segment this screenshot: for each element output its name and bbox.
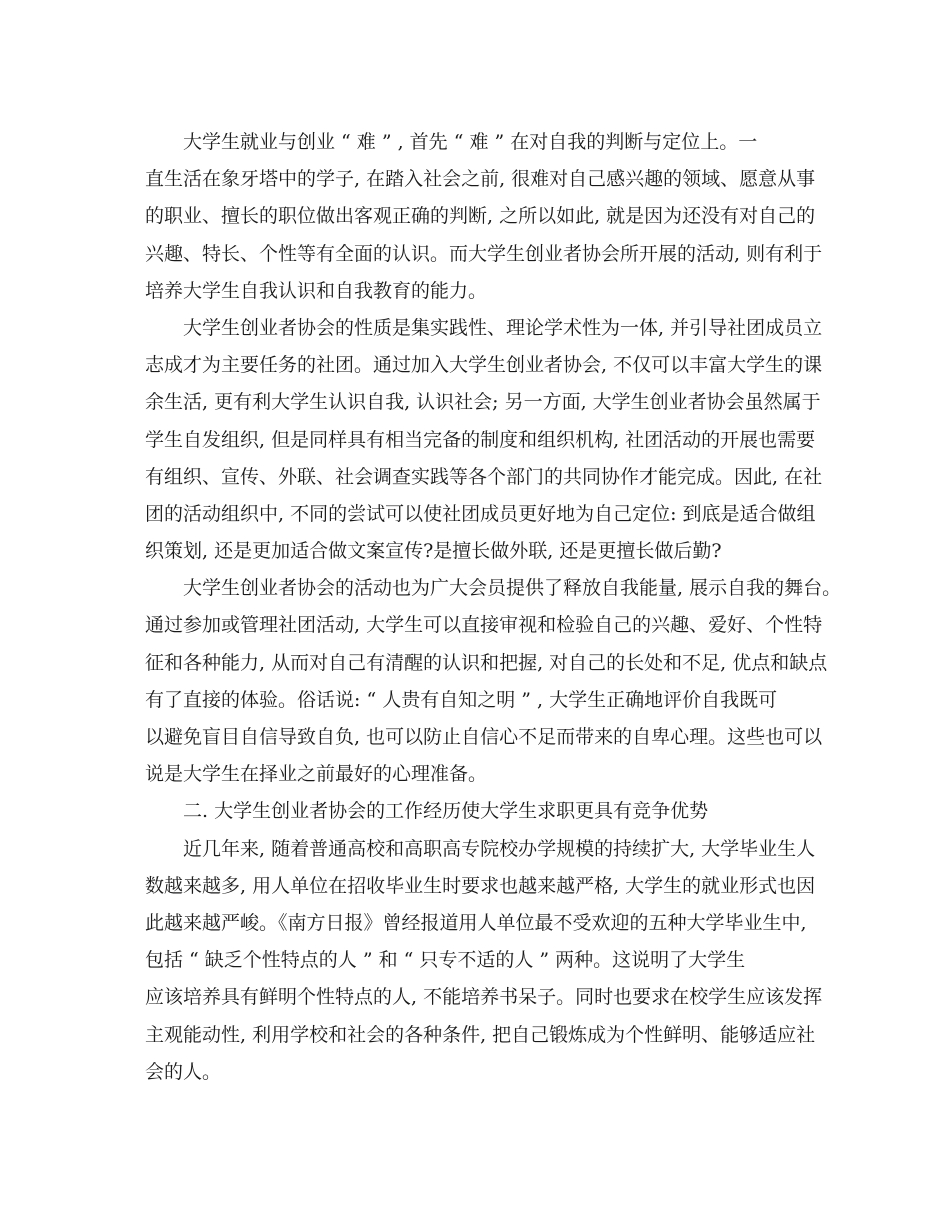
text-line: 近几年来, 随着普通高校和高职高专院校办学规模的持续扩大, 大学毕业生人 xyxy=(145,837,816,860)
text-line: 余生活, 更有利大学生认识自我, 认识社会; 另一方面, 大学生创业者协会虽然属于 xyxy=(145,391,821,414)
text-line: 以避免盲目自信导致自负, 也可以防止自信心不足而带来的自卑心理。这些也可以 xyxy=(145,726,823,748)
document-body xyxy=(145,124,842,1091)
text-line: 说是大学生在择业之前最好的心理准备。 xyxy=(145,763,488,786)
text-line: 团的活动组织中, 不同的尝试可以使社团成员更好地为自己定位: 到底是适合做组 xyxy=(145,502,816,525)
text-line: 大学生就业与创业 “ 难 ” , 首先 “ 难 ” 在对自我的判断与定位上。一 xyxy=(145,131,758,153)
text-line: 织策划, 还是更加适合做文案宣传?是擅长做外联, 还是更擅长做后勤? xyxy=(145,540,722,563)
text-line: 有了直接的体验。俗话说: “ 人贵有自知之明 ” , 大学生正确地评价自我既可 xyxy=(145,688,778,711)
text-line: 大学生创业者协会的性质是集实践性、理论学术性为一体, 并引导社团成员立 xyxy=(145,316,823,339)
text-line: 数越来越多, 用人单位在招收毕业生时要求也越来越严格, 大学生的就业形式也因 xyxy=(145,874,816,897)
text-line: 兴趣、特长、个性等有全面的认识。而大学生创业者协会所开展的活动, 则有利于 xyxy=(145,242,823,265)
text-line: 应该培养具有鲜明个性特点的人, 不能培养书呆子。同时也要求在校学生应该发挥 xyxy=(145,986,823,1009)
text-line: 直生活在象牙塔中的学子, 在踏入社会之前, 很难对自己感兴趣的领域、愿意从事 xyxy=(145,168,816,191)
text-line: 大学生创业者协会的活动也为广大会员提供了释放自我能量, 展示自我的舞台。 xyxy=(145,577,842,600)
text-line: 学生自发组织, 但是同样具有相当完备的制度和组织机构, 社团活动的开展也需要 xyxy=(145,428,816,451)
text-line: 有组织、宣传、外联、社会调查实践等各个部门的共同协作才能完成。因此, 在社 xyxy=(145,465,823,488)
text-line: 征和各种能力, 从而对自己有清醒的认识和把握, 对自己的长处和不足, 优点和缺点 xyxy=(145,651,828,674)
text-line: 主观能动性, 利用学校和社会的各种条件, 把自己锻炼成为个性鲜明、能够适应社 xyxy=(145,1023,816,1046)
text-line: 包括 “ 缺乏个性特点的人 ” 和 “ 只专不适的人 ” 两种。这说明了大学生 xyxy=(145,949,746,972)
text-line: 此越来越严峻。《南方日报》曾经报道用人单位最不受欢迎的五种大学毕业生中, xyxy=(145,911,807,934)
text-line: 志成才为主要任务的社团。通过加入大学生创业者协会, 不仅可以丰富大学生的课 xyxy=(145,354,823,377)
section-heading: 二. 大学生创业者协会的工作经历使大学生求职更具有竞争优势 xyxy=(145,800,709,823)
text-line: 会的人。 xyxy=(145,1060,222,1083)
text-line: 通过参加或管理社团活动, 大学生可以直接审视和检验自己的兴趣、爱好、个性特 xyxy=(145,614,823,637)
text-line: 的职业、擅长的职位做出客观正确的判断, 之所以如此, 就是因为还没有对自己的 xyxy=(145,205,816,228)
text-line: 培养大学生自我认识和自我教育的能力。 xyxy=(145,279,488,302)
